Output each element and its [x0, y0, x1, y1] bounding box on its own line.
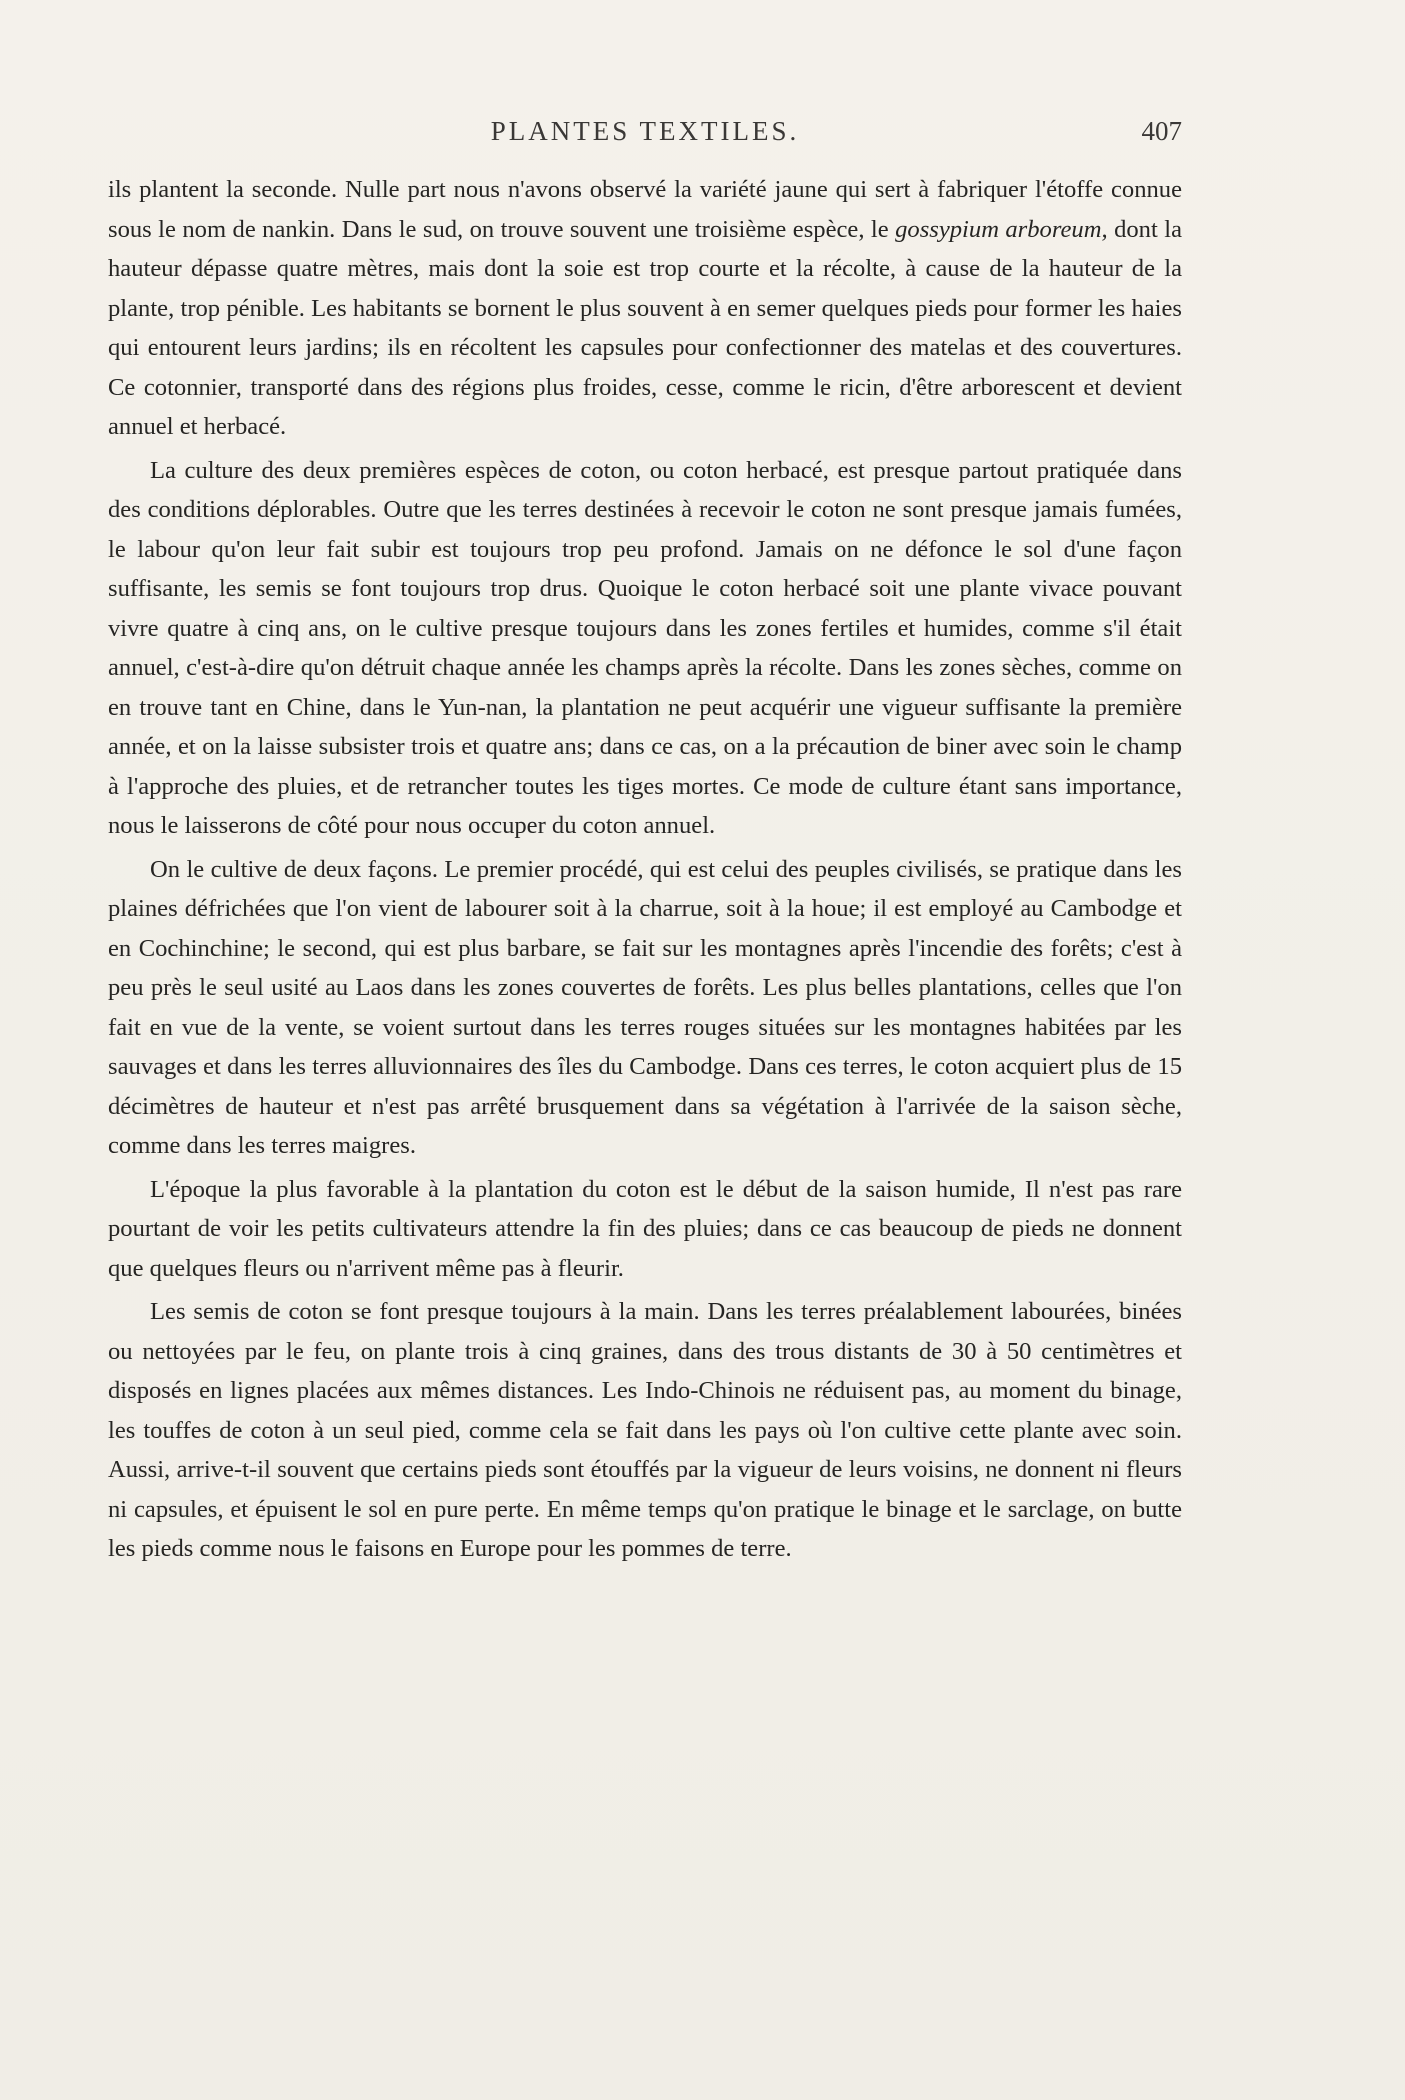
- paragraph-5: Les semis de coton se font presque toujours à la main. Dans les terres préalablement labourées, binées ou nettoyées par le feu, on plante trois à cinq graines, dans des trous distants de 30 à 50 centimètres et disposés en lignes placées aux mêmes distances. Les Indo-Chinois ne réduisent pas, au moment du binage, les touffes de coton à un seul pied, comme cela se fait dans les pays où l'on cultive cette plante avec soin. Aussi, arrive-t-il souvent que certains pieds sont étouffés par la vigueur de leurs voisins, ne donnent ni fleurs ni capsules, et épuisent le sol en pure perte. En même temps qu'on pratique le binage et le sarclage, on butte les pieds comme nous le faisons en Europe pour les pommes de terre.: [108, 1298, 1182, 1562]
- running-head: [108, 116, 1182, 156]
- paragraph-1-text-b: dont la hauteur dépasse quatre mètres, mais dont la soie est trop courte et la récolte, à cause de la hauteur de la plante, trop pénible. Les habitants se bornent le plus souvent à en semer quelques pieds pour former les haies qui entourent leurs jardins; ils en récoltent les capsules pour confectionner des matelas et des couvertures. Ce cotonnier, transporté dans des régions plus froides, cesse, comme le ricin, d'être arborescent et devient annuel et herbacé.: [108, 215, 1182, 440]
- body-text: [108, 170, 1182, 1569]
- paragraph-1: [108, 170, 1182, 447]
- paragraph-3: On le cultive de deux façons. Le premier procédé, qui est celui des peuples civilisés, se pratique dans les plaines défrichées que l'on vient de labourer soit à la charrue, soit à la houe; il est employé au Cambodge et en Cochinchine; le second, qui est plus barbare, se fait sur les montagnes après l'incendie des forêts; c'est à peu près le seul usité au Laos dans les zones couvertes de forêts. Les plus belles plantations, celles que l'on fait en vue de la vente, se voient surtout dans les terres rouges situées sur les montagnes habitées par les sauvages et dans les terres alluvionnaires des îles du Cambodge. Dans ces terres, le coton acquiert plus de 15 décimètres de hauteur et n'est pas arrêté brusquement dans sa végétation à l'arrivée de la saison sèche, comme dans les terres maigres.: [108, 855, 1182, 1159]
- running-title: PLANTES TEXTILES.: [490, 116, 800, 146]
- species-name-italic: gossypium arboreum,: [895, 215, 1108, 243]
- paragraph-1-text-a: ils plantent la seconde. Nulle part nous n'avons observé la variété jaune qui sert à fabriquer l'étoffe connue sous le nom de nankin. Dans le sud, on trouve souvent une troisième espèce, le: [108, 176, 1182, 243]
- paragraph-4: L'époque la plus favorable à la plantation du coton est le début de la saison humide, Il n'est pas rare pourtant de voir les petits cultivateurs attendre la fin des pluies; dans ce cas beaucoup de pieds ne donnent que quelques fleurs ou n'arrivent même pas à fleurir.: [108, 1175, 1182, 1282]
- paragraph-2: La culture des deux premières espèces de coton, ou coton herbacé, est presque partout pratiquée dans des conditions déplorables. Outre que les terres destinées à recevoir le coton ne sont presque jamais fumées, le labour qu'on leur fait subir est toujours trop peu profond. Jamais on ne défonce le sol d'une façon suffisante, les semis se font toujours trop drus. Quoique le coton herbacé soit une plante vivace pouvant vivre quatre à cinq ans, on le cultive presque toujours dans les zones fertiles et humides, comme s'il était annuel, c'est-à-dire qu'on détruit chaque année les champs après la récolte. Dans les zones sèches, comme on en trouve tant en Chine, dans le Yun-nan, la plantation ne peut acquérir une vigueur suffisante la première année, et on la laisse subsister trois et quatre ans; dans ce cas, on a la précaution de biner avec soin le champ à l'approche des pluies, et de retrancher toutes les tiges mortes. Ce mode de culture étant sans importance, nous le laisserons de côté pour nous occuper du coton annuel.: [108, 456, 1182, 839]
- page-number: 407: [1141, 116, 1182, 146]
